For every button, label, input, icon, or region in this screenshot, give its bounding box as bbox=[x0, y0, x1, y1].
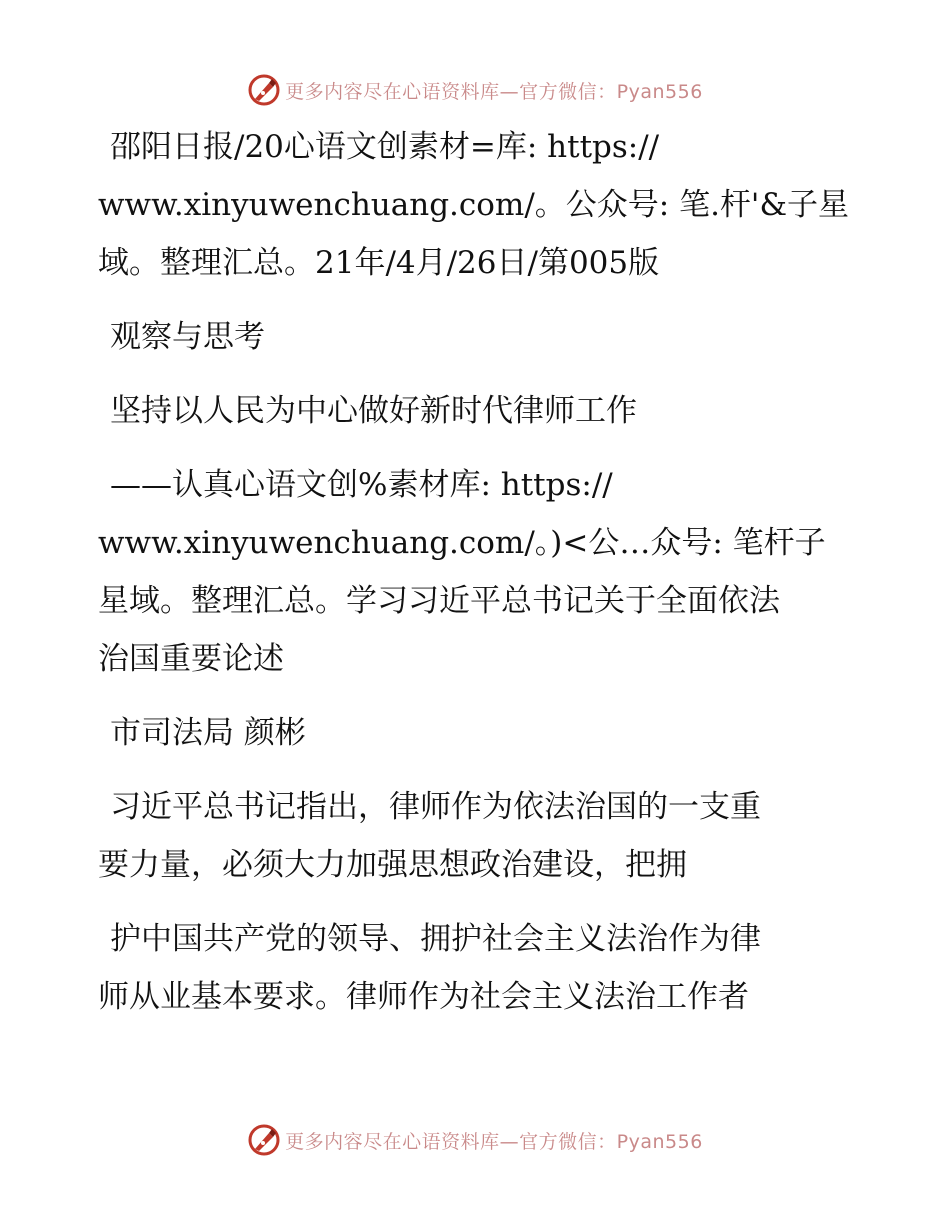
text-line: www.xinyuwenchuang.com/。公众号: 笔.杆'&子星 bbox=[98, 187, 850, 223]
text-line: 星域。整理汇总。学习习近平总书记关于全面依法 bbox=[98, 583, 780, 619]
footer-banner-text: 更多内容尽在心语资料库—官方微信：Pyan556 bbox=[285, 1130, 703, 1153]
text-line: 坚持以人民为中心做好新时代律师工作 bbox=[110, 393, 637, 429]
document-body bbox=[98, 118, 858, 1042]
header-banner-text: 更多内容尽在心语资料库—官方微信：Pyan556 bbox=[285, 80, 703, 103]
text-line: 习近平总书记指出，律师作为依法治国的一支重 bbox=[110, 789, 761, 825]
footer-banner bbox=[0, 1120, 950, 1160]
pen-logo-icon bbox=[247, 73, 281, 107]
text-line: 要力量，必须大力加强思想政治建设，把拥 bbox=[98, 847, 687, 883]
text-line: 域。整理汇总。21年/4月/26日/第005版 bbox=[98, 245, 660, 281]
text-line: 护中国共产党的领导、拥护社会主义法治作为律 bbox=[110, 921, 761, 957]
article-title bbox=[98, 382, 858, 440]
text-line: www.xinyuwenchuang.com/。)<公…众号: 笔杆子 bbox=[98, 525, 826, 561]
author-line bbox=[98, 704, 858, 762]
article-subtitle bbox=[98, 456, 858, 688]
text-line: 治国重要论述 bbox=[98, 641, 284, 677]
text-line: 市司法局 颜彬 bbox=[110, 715, 306, 751]
section-label bbox=[98, 308, 858, 366]
paragraph-source bbox=[98, 118, 858, 292]
body-paragraph bbox=[98, 778, 858, 894]
body-paragraph bbox=[98, 910, 858, 1026]
text-line: ——认真心语文创%素材库: https:// bbox=[110, 467, 613, 503]
pen-logo-icon bbox=[247, 1123, 281, 1157]
header-banner bbox=[0, 70, 950, 110]
text-line: 师从业基本要求。律师作为社会主义法治工作者 bbox=[98, 979, 749, 1015]
text-line: 邵阳日报/20心语文创素材=库: https:// bbox=[110, 129, 660, 165]
text-line: 观察与思考 bbox=[110, 319, 265, 355]
